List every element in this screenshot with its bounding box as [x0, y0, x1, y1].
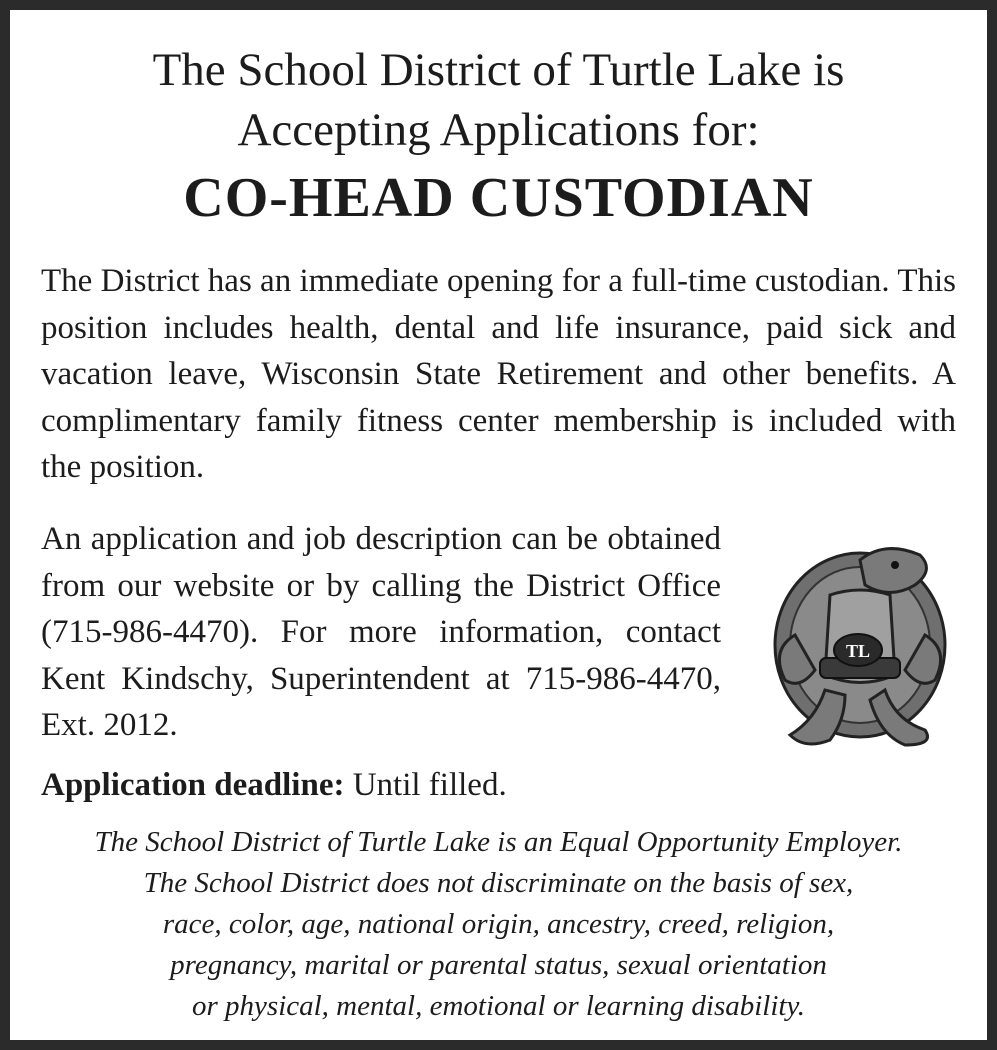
header-line-2: Accepting Applications for:: [237, 104, 760, 156]
eoe-line: pregnancy, marital or parental status, sexual orientation: [170, 949, 827, 981]
equal-opportunity-statement: [30, 822, 967, 1027]
mascot-emblem-text: TL: [845, 641, 871, 661]
eoe-line: The School District of Turtle Lake is an Equal Opportunity Employer.: [94, 826, 903, 858]
eoe-line: or physical, mental, emotional or learning disability.: [192, 990, 805, 1022]
contact-paragraph: An application and job description can be obtained from our website or by calling the District Office (715-986-4470). For more information, contact Kent Kindschy, Superintendent at 715-986-4470, Ext. 2012.: [41, 521, 721, 743]
job-title: CO-HEAD CUSTODIAN: [183, 167, 814, 229]
ad-header: [10, 40, 987, 236]
deadline-value: Until filled.: [344, 767, 507, 803]
turtle-mascot-icon: [765, 540, 955, 755]
header-line-1: The School District of Turtle Lake is: [152, 44, 845, 96]
description-paragraph: The District has an immediate opening for a full-time custodian. This position includes health, dental and life insurance, paid sick and vacation leave, Wisconsin State Retirement and other benefits. A complimentary family fitness center membership is included with the position.: [41, 263, 956, 485]
eoe-line: The School District does not discriminate on the basis of sex,: [143, 867, 854, 899]
application-deadline: [41, 762, 507, 808]
deadline-label: Application deadline:: [41, 767, 345, 803]
eoe-line: race, color, age, national origin, ancestry, creed, religion,: [162, 908, 835, 940]
